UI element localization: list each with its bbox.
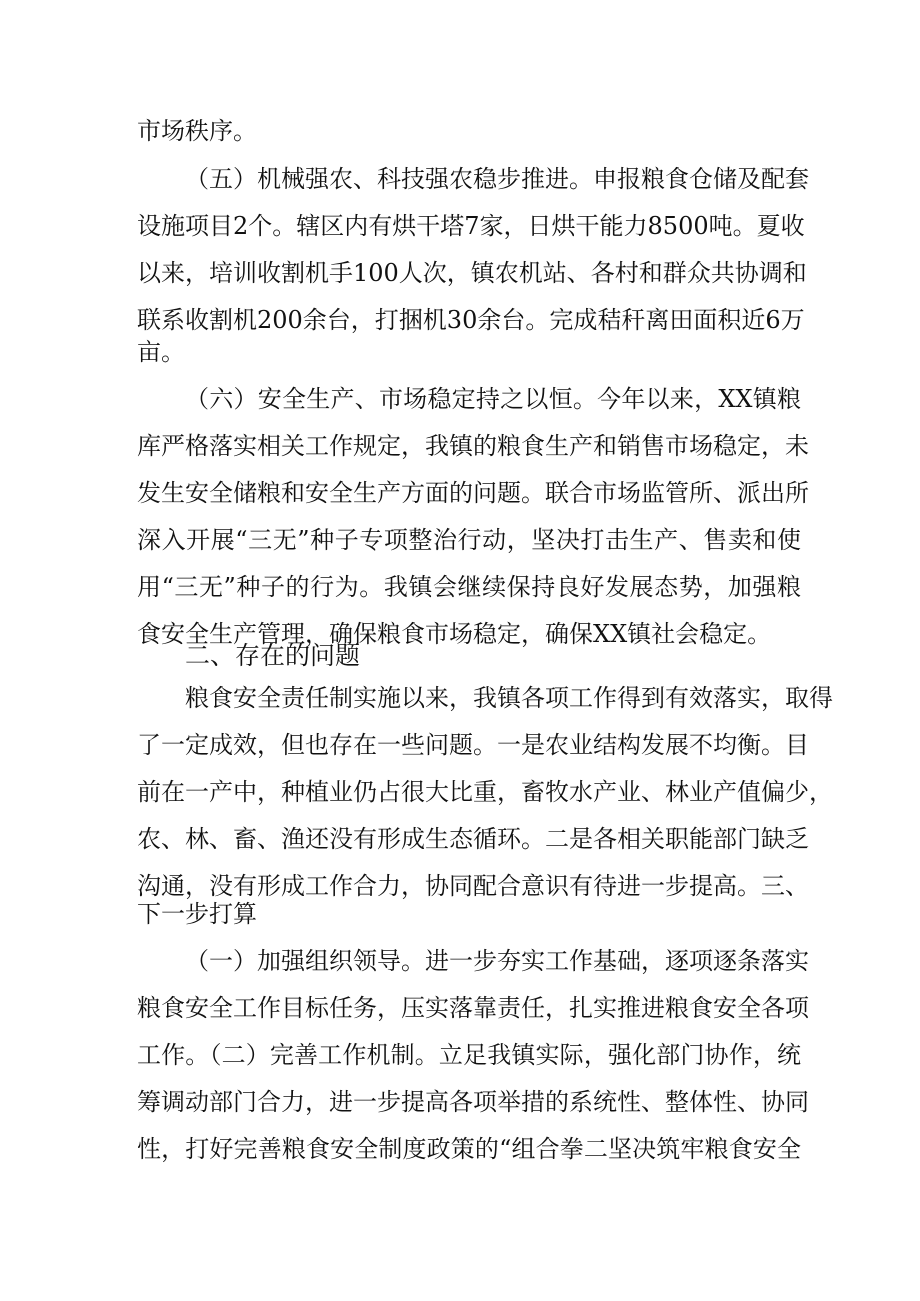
paragraph-line: （六）安全生产、市场稳定持之以恒。今年以来，XX镇粮: [185, 385, 801, 413]
paragraph-line: 食安全生产管理，确保粮食市场稳定，确保XX镇社会稳定。: [137, 620, 772, 648]
paragraph-line: 筹调动部门合力，进一步提高各项举措的系统性、整体性、协同: [137, 1088, 809, 1116]
paragraph-line: 设施项目2个。辖区内有烘干塔7家，日烘干能力8500吨。夏收: [137, 212, 805, 240]
paragraph-line: 性，打好完善粮食安全制度政策的“组合拳二坚决筑牢粮食安全: [137, 1135, 801, 1163]
paragraph-line: 联系收割机200余台，打捆机30余台。完成秸秆离田面积近6万: [137, 306, 805, 334]
paragraph-line: 以来，培训收割机手100人次，镇农机站、各村和群众共协调和: [137, 259, 807, 287]
paragraph-line: 库严格落实相关工作规定，我镇的粮食生产和销售市场稳定，未: [137, 432, 809, 460]
paragraph-line: 亩。: [137, 338, 185, 366]
paragraph-line: 市场秩序。: [137, 117, 257, 145]
paragraph-line: 下一步打算: [137, 900, 257, 928]
paragraph-line: 工作。（二）完善工作机制。立足我镇实际，强化部门协作，统: [137, 1041, 801, 1069]
paragraph-line: 了一定成效，但也存在一些问题。一是农业结构发展不均衡。目: [137, 731, 809, 759]
paragraph-line: 粮食安全责任制实施以来，我镇各项工作得到有效落实，取得: [185, 684, 833, 712]
paragraph-line: （一）加强组织领导。进一步夯实工作基础，逐项逐条落实: [185, 947, 809, 975]
section-heading: 二、存在的问题: [185, 641, 361, 670]
paragraph-line: （五）机械强农、科技强农稳步推进。申报粮食仓储及配套: [185, 165, 809, 193]
paragraph-line: 前在一产中，种植业仍占很大比重，畜牧水产业、林业产值偏少，: [137, 778, 833, 806]
paragraph-line: 深入开展“三无”种子专项整治行动，坚决打击生产、售卖和使: [137, 526, 801, 554]
paragraph-line: 用“三无”种子的行为。我镇会继续保持良好发展态势，加强粮: [137, 573, 801, 601]
paragraph-line: 沟通，没有形成工作合力，协同配合意识有待进一步提高。三、: [137, 872, 809, 900]
paragraph-line: 粮食安全工作目标任务，压实落靠责任，扎实推进粮食安全各项: [137, 994, 809, 1022]
paragraph-line: 农、林、畜、渔还没有形成生态循环。二是各相关职能部门缺乏: [137, 825, 809, 853]
paragraph-line: 发生安全储粮和安全生产方面的问题。联合市场监管所、派出所: [137, 479, 809, 507]
